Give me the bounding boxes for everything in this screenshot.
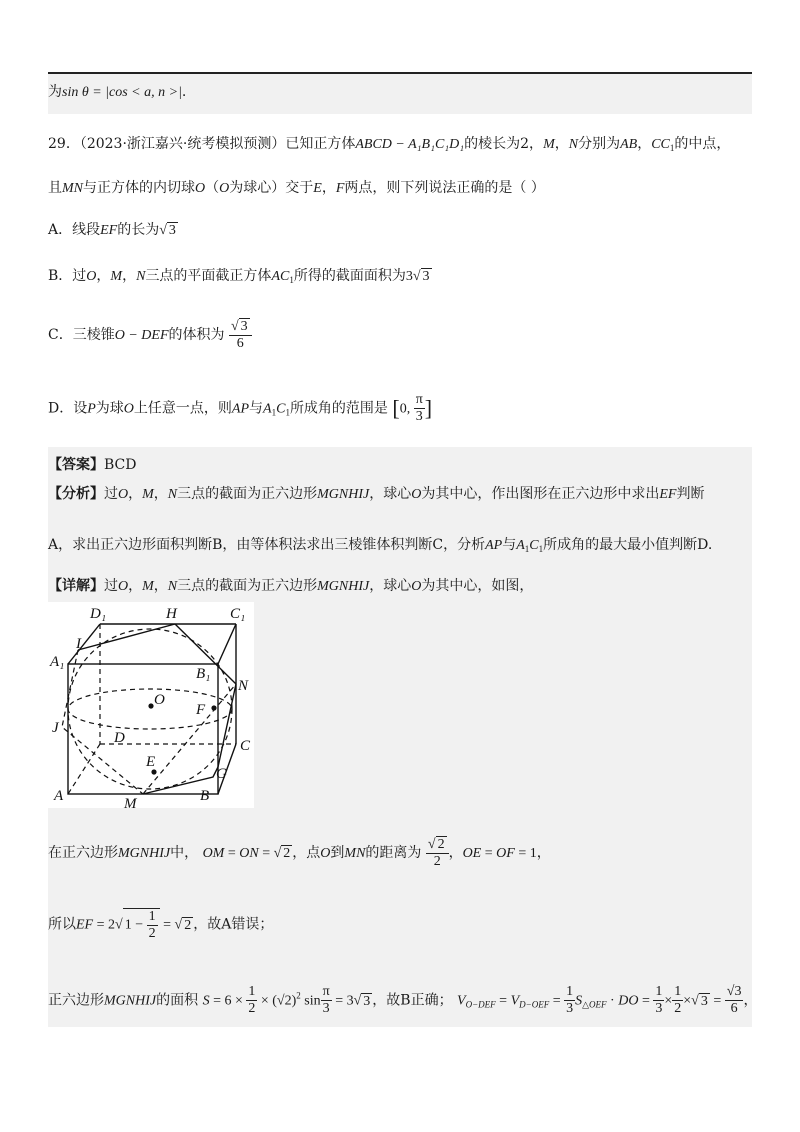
label-f: F: [196, 702, 206, 718]
label-b1: B₁: [196, 666, 211, 682]
cube-edge-d1a1: [68, 624, 100, 664]
analysis-line-2: A，求出正六边形面积判断B，由等体积法求出三棱锥体积判断C，分析AP与$A_1C_1$所成角的最大最小值判断D.: [48, 537, 713, 554]
option-b: B．过O，M，N三点的平面截正方体$AC_1$所得的截面面积为3√ 3: [48, 268, 430, 285]
detail-step-2: 所以EF = 2√ 1 − $\frac{1}{2}$ = √ 2 ，故A错误；: [48, 909, 274, 941]
label-j: J: [52, 720, 59, 736]
hex-edge-hi: [78, 624, 175, 650]
label-c1: C₁: [230, 606, 246, 622]
label-g: G: [216, 766, 227, 782]
answer-value: BCD: [104, 457, 137, 473]
label-c: C: [240, 738, 251, 754]
label-d1: D₁: [90, 606, 107, 622]
label-b: B: [200, 788, 210, 804]
option-d: D．设P为球O上任意一点，则AP与$A_1C_1$所成角的范围是 [0, $\frac{\pi}{3}$ ]: [48, 392, 433, 424]
label-a: A: [54, 788, 64, 804]
option-a: A．线段EF的长为√ 3: [48, 222, 176, 238]
point-o: [148, 703, 153, 708]
cube-sphere-figure: [48, 602, 254, 808]
hex-edge-ng: [218, 684, 236, 767]
label-o: O: [154, 692, 165, 708]
hex-edge-ijm: [62, 650, 143, 794]
cube-name: ABCD − A₁B₁C₁D₁: [355, 137, 465, 152]
cube-edge-c1b1: [218, 624, 236, 664]
label-a1: A₁: [50, 654, 65, 670]
question-source: （2023·浙江嘉兴·统考模拟预测）: [79, 136, 286, 152]
sphere-equator: [68, 689, 232, 729]
label-e: E: [146, 754, 156, 770]
detail-line-1: 【详解】过O，M，N三点的截面为正六边形MGNHIJ，球心O为其中心，如图，: [48, 578, 534, 594]
analysis-line-1: 【分析】过O，M，N三点的截面为正六边形MGNHIJ，球心O为其中心，作出图形在正六边形中求出EF判断: [48, 486, 705, 502]
label-h: H: [166, 606, 177, 622]
option-c: C．三棱锥O − DEF的体积为 $\frac{√ 3}{6}$: [48, 318, 252, 352]
previous-solution-line: 为sin θ = |cos < a, n >|.: [48, 84, 187, 100]
prev-formula: sin θ = |cos < a, n >|: [62, 85, 182, 100]
question-29-line-1: 29．（2023·浙江嘉兴·统考模拟预测）已知正方体ABCD − A₁B₁C₁D₁的棱长为2，M，N分别为AB，$CC_1$的中点，: [48, 136, 731, 153]
label-m: M: [124, 796, 137, 808]
point-e: [151, 769, 156, 774]
label-d: D: [114, 730, 125, 746]
frac-sqrt3-over-6: $\frac{√ 3}{6}$: [229, 318, 252, 352]
detail-step-3: 正六边形MGNHIJ的面积 S = 6 × $\frac{1}{2}$ × $(√2)^2$ sin $\frac{\pi}{3}$ = 3√ 3 ，故B正确； $V_{O-DEF} = V_{D-OEF}$ = $\frac{1}{3}$ $S_{\triangle OEF}$ · DO = $\frac{1}{3}$ × $\frac{1}{2}$ ×√ 3 = $\frac{√3}{6}$ ，: [48, 984, 758, 1016]
answer-line: 【答案】BCD: [48, 457, 137, 473]
point-f: [211, 705, 216, 710]
label-i: I: [76, 636, 81, 652]
label-n: N: [238, 678, 249, 694]
question-number: 29．: [48, 136, 80, 152]
cube-hidden-da: [68, 744, 100, 794]
question-29-line-2: 且MN与正方体的内切球O（O为球心）交于E，F两点，则下列说法正确的是（ ）: [48, 180, 545, 196]
detail-step-1: 在正六边形MGNHIJ中， OM = ON = √ 2 ，点O到MN的距离为 $\frac{√ 2}{2}$ ，OE = OF = 1，: [48, 837, 551, 869]
